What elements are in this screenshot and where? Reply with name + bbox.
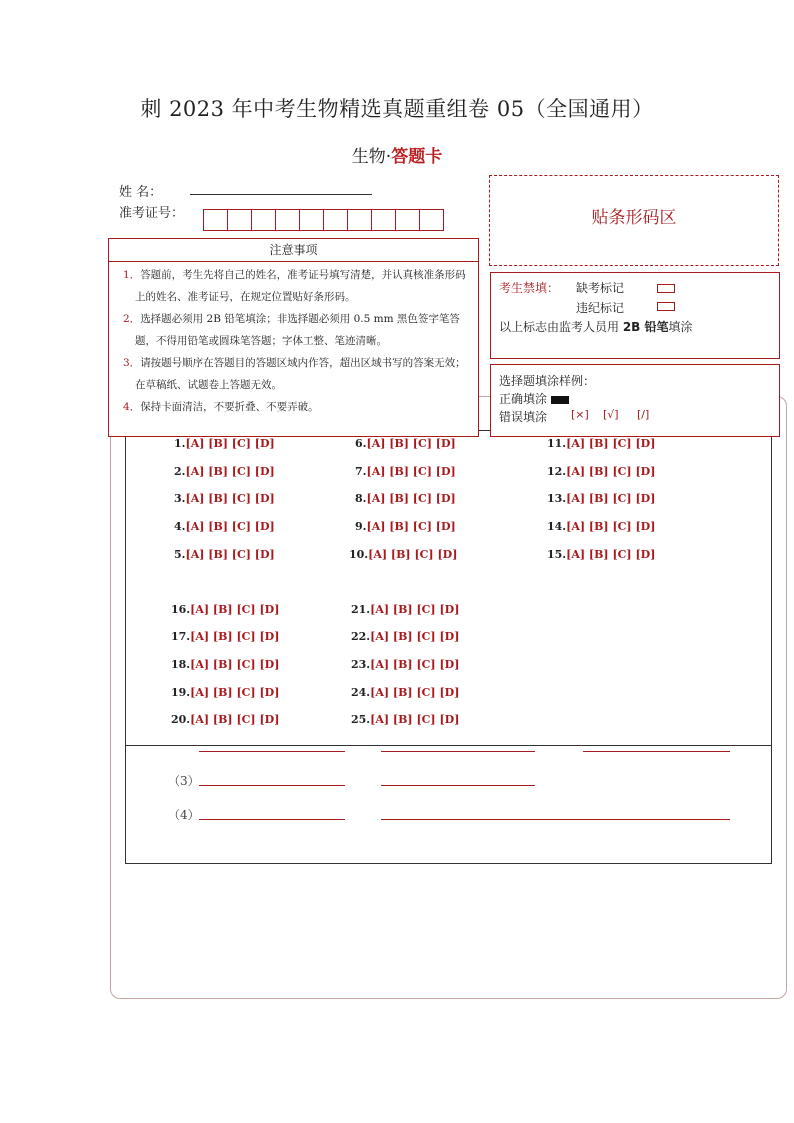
absent-mark-box[interactable] [657, 284, 675, 293]
subtitle-prefix: 生物· [351, 147, 392, 167]
mc-question[interactable]: 25.[A] [B] [C] [D] [351, 713, 460, 726]
wrong-fill-label: 错误填涂 [499, 410, 548, 424]
ticket-digit-box[interactable] [251, 209, 276, 231]
ticket-digit-box[interactable] [203, 209, 228, 231]
mc-question[interactable]: 7.[A] [B] [C] [D] [355, 465, 456, 478]
ticket-digit-box[interactable] [395, 209, 420, 231]
ticket-digit-box[interactable] [371, 209, 396, 231]
violation-mark-label: 违纪标记 [576, 301, 625, 315]
mc-question[interactable]: 22.[A] [B] [C] [D] [351, 630, 460, 643]
mc-question[interactable]: 15.[A] [B] [C] [D] [547, 548, 656, 561]
mc-question[interactable]: 23.[A] [B] [C] [D] [351, 658, 460, 671]
note-item [117, 352, 472, 396]
barcode-area [489, 175, 779, 266]
violation-mark-box[interactable] [657, 302, 675, 311]
note-item [117, 264, 472, 308]
note-item [117, 396, 472, 418]
wrong-mark-check: [√] [603, 408, 619, 421]
mc-question[interactable]: 13.[A] [B] [C] [D] [547, 492, 656, 505]
forbidden-label: 考生禁填： [499, 281, 560, 295]
note-number: 2． [123, 313, 141, 325]
correct-fill-sample [551, 396, 569, 404]
mc-question[interactable]: 5.[A] [B] [C] [D] [174, 548, 275, 561]
note-text: 请按题号顺序在答题目的答题区域内作答，超出区域书写的答案无效；在草稿纸、试题卷上答题无效。 [135, 357, 466, 391]
answer-line[interactable] [381, 819, 730, 820]
mc-question[interactable]: 19.[A] [B] [C] [D] [171, 686, 280, 699]
notes-title: 注意事项 [109, 239, 478, 262]
mc-question[interactable]: 2.[A] [B] [C] [D] [174, 465, 275, 478]
notes-panel [108, 238, 479, 437]
fill-sample-title: 选择题填涂样例： [499, 374, 596, 388]
note-number: 3． [123, 357, 141, 369]
wrong-mark-slash: [/] [637, 408, 650, 421]
mc-question[interactable]: 10.[A] [B] [C] [D] [349, 548, 458, 561]
name-label: 姓 名： [119, 185, 163, 200]
wrong-mark-x: [×] [571, 408, 589, 421]
section-divider [125, 745, 772, 746]
mc-question[interactable]: 21.[A] [B] [C] [D] [351, 603, 460, 616]
ticket-digit-box[interactable] [323, 209, 348, 231]
mc-question[interactable]: 3.[A] [B] [C] [D] [174, 492, 275, 505]
fill-row-label: （3） [168, 774, 200, 788]
fill-row-label: （4） [168, 808, 200, 822]
note-item [117, 308, 472, 352]
mc-question[interactable]: 18.[A] [B] [C] [D] [171, 658, 280, 671]
ticket-digit-box[interactable] [299, 209, 324, 231]
mc-question[interactable]: 14.[A] [B] [C] [D] [547, 520, 656, 533]
mc-question[interactable]: 8.[A] [B] [C] [D] [355, 492, 456, 505]
mc-question[interactable]: 9.[A] [B] [C] [D] [355, 520, 456, 533]
subtitle-highlight: 答题卡 [391, 147, 443, 167]
answer-line[interactable] [199, 751, 345, 752]
note-number: 4． [123, 401, 141, 413]
ticket-digit-box[interactable] [227, 209, 252, 231]
forbidden-fill-panel [490, 272, 780, 359]
answer-line[interactable] [199, 819, 345, 820]
absent-mark-label: 缺考标记 [576, 281, 625, 295]
note-text: 保持卡面清洁，不要折叠、不要弄破。 [140, 401, 319, 413]
mc-question[interactable]: 16.[A] [B] [C] [D] [171, 603, 280, 616]
ticket-label: 准考证号： [119, 206, 185, 221]
mc-question[interactable]: 12.[A] [B] [C] [D] [547, 465, 656, 478]
correct-fill-label: 正确填涂 [499, 392, 548, 406]
mc-question[interactable]: 4.[A] [B] [C] [D] [174, 520, 275, 533]
mc-question[interactable]: 1.[A] [B] [C] [D] [174, 437, 275, 450]
answer-line[interactable] [583, 751, 730, 752]
ticket-number-boxes[interactable] [203, 209, 443, 231]
ticket-digit-box[interactable] [347, 209, 372, 231]
card-subtitle [0, 142, 794, 167]
forbidden-note: 以上标志由监考人员用 2B 铅笔填涂 [499, 320, 693, 334]
barcode-label: 贴条形码区 [591, 208, 677, 228]
note-text: 答题前，考生先将自己的姓名，准考证号填写清楚，并认真核准条形码上的姓名、准考证号，在规定位置贴好条形码。 [135, 269, 466, 303]
correct-fill-row [499, 390, 569, 407]
note-number: 1． [123, 269, 141, 281]
mc-question[interactable]: 24.[A] [B] [C] [D] [351, 686, 460, 699]
ticket-digit-box[interactable] [275, 209, 300, 231]
mc-question[interactable]: 6.[A] [B] [C] [D] [355, 437, 456, 450]
mc-question[interactable]: 17.[A] [B] [C] [D] [171, 630, 280, 643]
note-text: 选择题必须用 2B 铅笔填涂；非选择题必须用 0.5 mm 黑色签字笔答题，不得用铅笔或圆珠笔答题；字体工整、笔迹清晰。 [135, 313, 460, 347]
answer-line[interactable] [381, 785, 535, 786]
mc-question[interactable]: 11.[A] [B] [C] [D] [547, 437, 656, 450]
ticket-digit-box[interactable] [419, 209, 444, 231]
fill-sample-panel [490, 364, 780, 437]
name-field[interactable] [190, 194, 372, 195]
answer-line[interactable] [199, 785, 345, 786]
answer-line[interactable] [381, 751, 535, 752]
mc-question[interactable]: 20.[A] [B] [C] [D] [171, 713, 280, 726]
page-title: 刺 2023 年中考生物精选真题重组卷 05（全国通用） [140, 97, 654, 121]
